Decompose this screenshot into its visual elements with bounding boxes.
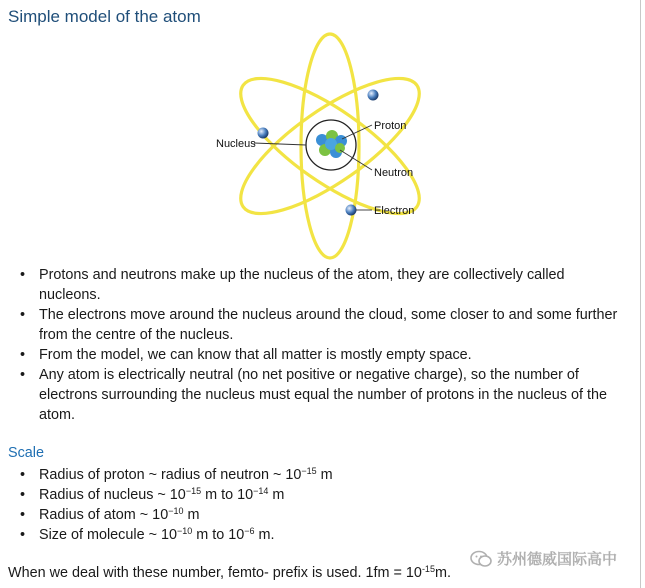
list-item: • The electrons move around the nucleus around the cloud, some closer to and some further from the centre of the nucleus.: [20, 305, 620, 345]
leader-nucleus: [254, 143, 306, 145]
atom-diagram: [212, 30, 452, 268]
page-title: Simple model of the atom: [8, 7, 201, 26]
label-electron: Electron: [374, 205, 415, 217]
atom-facts-list: [20, 265, 620, 425]
wechat-icon: [470, 550, 492, 568]
label-proton: Proton: [374, 120, 407, 132]
list-item: • From the model, we can know that all matter is mostly empty space.: [20, 345, 620, 365]
list-item: • Radius of proton ~ radius of neutron ~ $10^{-15}$ m: [20, 465, 620, 485]
scale-heading: Scale: [8, 445, 44, 461]
label-neutron: Neutron: [374, 167, 414, 179]
watermark-text: 苏州德威国际高中: [497, 550, 618, 568]
list-item: • Any atom is electrically neutral (no net positive or negative charge), so the number of electrons surrounding the nucleus must equal the number of protons in the nucleus of the atom.: [20, 365, 620, 425]
scale-list: [20, 465, 620, 545]
list-item: • Radius of atom ~ $10^{-10}$ m: [20, 505, 620, 525]
watermark: [470, 548, 617, 569]
electron-right: [346, 205, 357, 216]
list-item: • Size of molecule ~ $10^{-10}$ m to $10^{-6}$ m.: [20, 525, 620, 545]
femto-prefix-note: When we deal with these number, femto- prefix is used. $1fm = 10^{-15}m$.: [8, 564, 451, 581]
page-edge-rule: [640, 0, 641, 588]
label-nucleus: Nucleus: [216, 138, 256, 150]
electron-top: [368, 90, 379, 101]
electron-left: [258, 128, 269, 139]
list-item: • Radius of nucleus ~ $10^{-15}$ m to $10^{-14}$ m: [20, 485, 620, 505]
list-item: • Protons and neutrons make up the nucleus of the atom, they are collectively called nucleons.: [20, 265, 620, 305]
